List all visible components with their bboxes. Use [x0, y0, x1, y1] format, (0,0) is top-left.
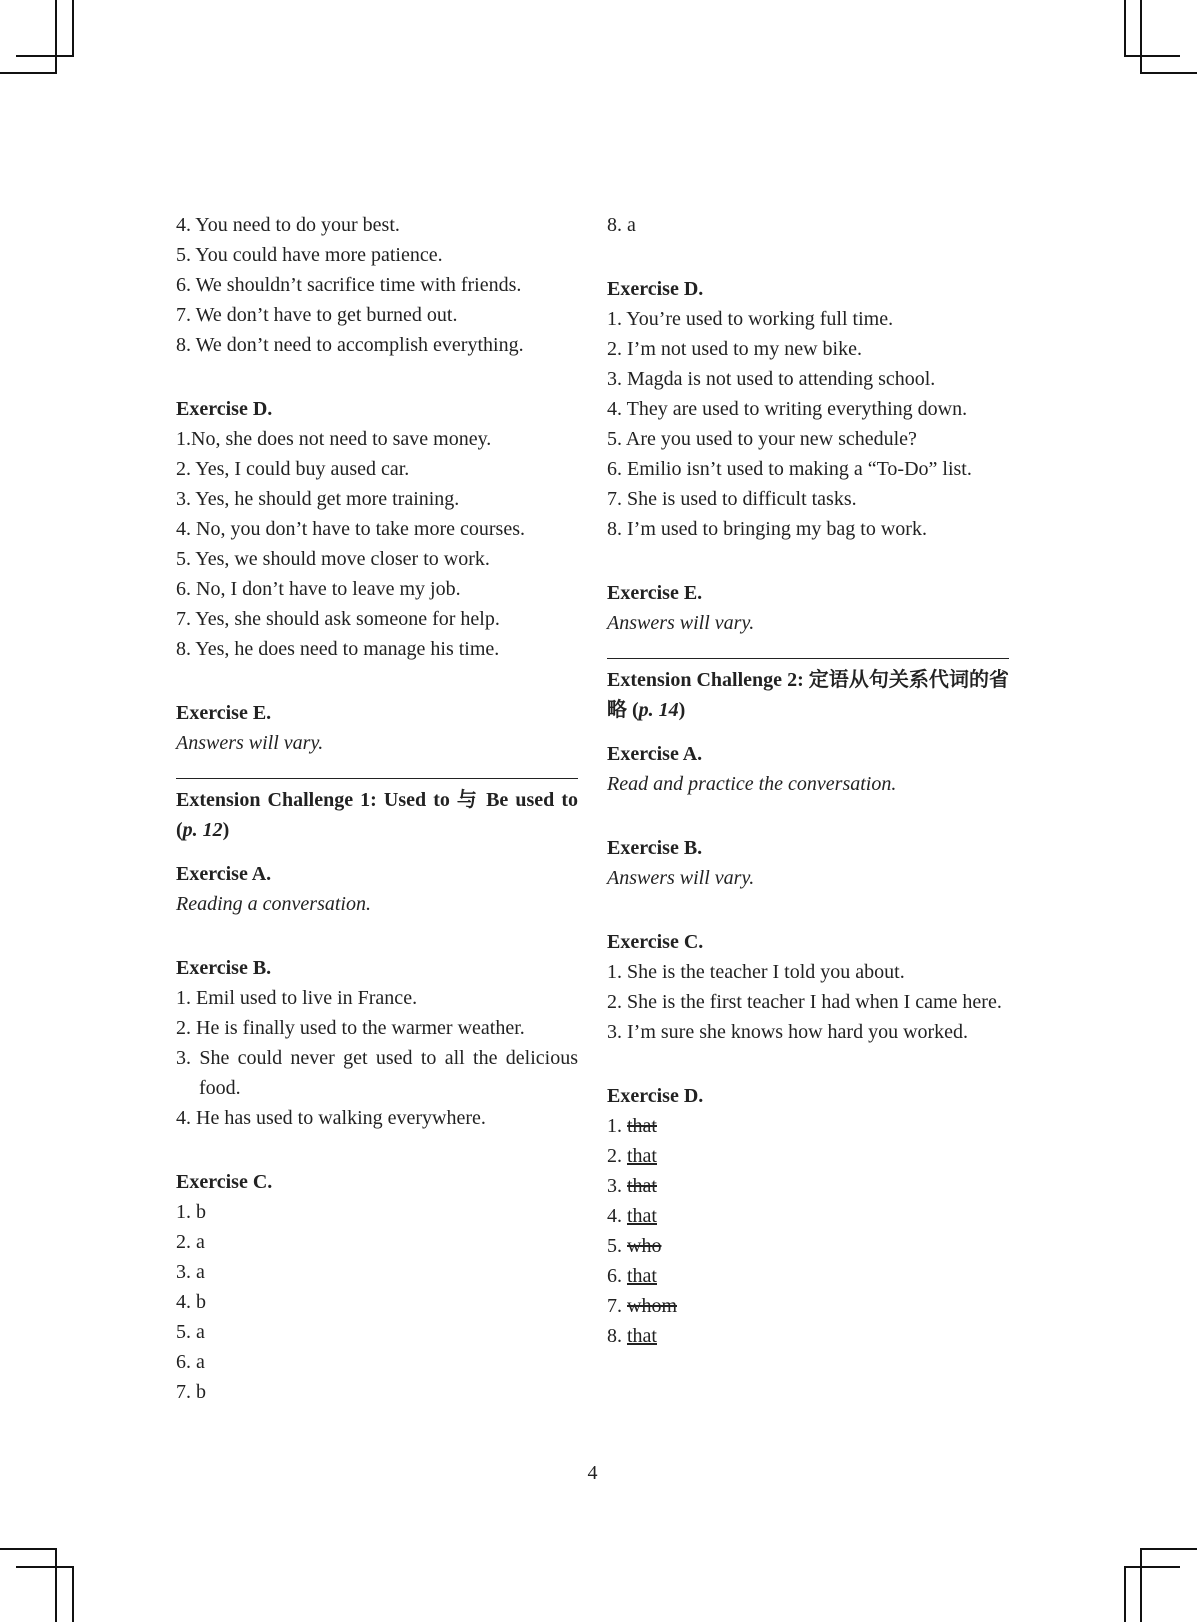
- answer-item: 5. who: [607, 1235, 662, 1257]
- answer-item: 3. Magda is not used to attending school.: [607, 368, 936, 390]
- exercise-e-section: [607, 578, 1009, 638]
- answer-word: that: [627, 1325, 657, 1347]
- answer-item: 4. They are used to writing everything down.: [607, 398, 968, 420]
- answer-item: 4. You need to do your best.: [176, 214, 400, 236]
- page-number: 4: [587, 1462, 598, 1484]
- continued-answers: [176, 210, 578, 360]
- answer-item: 8. a: [607, 214, 636, 236]
- answer-item: 5. You could have more patience.: [176, 244, 443, 266]
- answer-item: 3. I’m sure she knows how hard you worked.: [607, 1021, 969, 1043]
- answer-item: 4. b: [176, 1291, 206, 1313]
- section-title: Extension Challenge 2: 定语从句关系代词的省略 (p. 14): [607, 669, 1009, 721]
- exercise-d-section: [607, 274, 1009, 544]
- exercise-heading: Exercise B.: [176, 957, 272, 979]
- answer-item: 5. Are you used to your new schedule?: [607, 428, 917, 450]
- answer-item: 2. a: [176, 1231, 205, 1253]
- answer-word: whom: [627, 1295, 677, 1317]
- extension-challenge-1: [176, 785, 578, 1407]
- answer-word: that: [627, 1145, 657, 1167]
- exercise-heading: Exercise D.: [607, 278, 704, 300]
- exercise-heading: Exercise D.: [176, 398, 273, 420]
- answer-item: 3. She could never get used to all the delicious food.: [176, 1047, 578, 1099]
- answer-item: 6. We shouldn’t sacrifice time with friends.: [176, 274, 522, 296]
- answer-item: 5. a: [176, 1321, 205, 1343]
- answer-item: 8. I’m used to bringing my bag to work.: [607, 518, 927, 540]
- answer-word: that: [627, 1265, 657, 1287]
- answer-item: 4. that: [607, 1205, 657, 1227]
- answer-item: 1. She is the teacher I told you about.: [607, 961, 905, 983]
- pronoun-answer-list: [607, 1111, 1009, 1351]
- answer-item: 8. that: [607, 1325, 657, 1347]
- section-title: Extension Challenge 1: Used to 与 Be used to (p. 12): [176, 789, 578, 841]
- answer-item: 4. He has used to walking everywhere.: [176, 1107, 486, 1129]
- answer-item: 6. Emilio isn’t used to making a “To-Do” list.: [607, 458, 972, 480]
- exercise-d-section: [176, 394, 578, 664]
- answer-note: Read and practice the conversation.: [607, 773, 897, 795]
- answer-word: that: [627, 1205, 657, 1227]
- exercise-heading: Exercise A.: [176, 863, 272, 885]
- answer-item: 3. that: [607, 1175, 657, 1197]
- answer-word: who: [627, 1235, 662, 1257]
- answer-note: Answers will vary.: [176, 732, 324, 754]
- answer-note: Answers will vary.: [607, 867, 755, 889]
- answer-item: 6. a: [176, 1351, 205, 1373]
- answer-item: 1.No, she does not need to save money.: [176, 428, 492, 450]
- answer-item: 1. Emil used to live in France.: [176, 987, 418, 1009]
- exercise-heading: Exercise B.: [607, 837, 703, 859]
- left-column: [176, 210, 578, 1407]
- answer-item: 2. that: [607, 1145, 657, 1167]
- answer-item: 8. Yes, he does need to manage his time.: [176, 638, 500, 660]
- answer-item: 1. that: [607, 1115, 657, 1137]
- answer-item: 6. No, I don’t have to leave my job.: [176, 578, 461, 600]
- answer-item: 1. b: [176, 1201, 206, 1223]
- exercise-heading: Exercise C.: [607, 931, 704, 953]
- answer-item: 7. We don’t have to get burned out.: [176, 304, 458, 326]
- exercise-e-section: [176, 698, 578, 758]
- answer-note: Reading a conversation.: [176, 893, 371, 915]
- answer-item: 7. Yes, she should ask someone for help.: [176, 608, 500, 630]
- exercise-heading: Exercise E.: [176, 702, 272, 724]
- answer-item: 7. whom: [607, 1295, 677, 1317]
- exercise-heading: Exercise A.: [607, 743, 703, 765]
- extension-challenge-2: [607, 665, 1009, 1351]
- exercise-heading: Exercise C.: [176, 1171, 273, 1193]
- answer-item: 7. b: [176, 1381, 206, 1403]
- answer-item: 2. I’m not used to my new bike.: [607, 338, 862, 360]
- exercise-heading: Exercise D.: [607, 1085, 704, 1107]
- answer-item: 3. a: [176, 1261, 205, 1283]
- exercise-heading: Exercise E.: [607, 582, 703, 604]
- answer-item: 6. that: [607, 1265, 657, 1287]
- answer-item: 3. Yes, he should get more training.: [176, 488, 460, 510]
- right-column: [607, 210, 1009, 1351]
- answer-word: that: [627, 1115, 657, 1137]
- answer-item: 2. He is finally used to the warmer weather.: [176, 1017, 525, 1039]
- answer-item: 1. You’re used to working full time.: [607, 308, 894, 330]
- answer-word: that: [627, 1175, 657, 1197]
- answer-item: 7. She is used to difficult tasks.: [607, 488, 857, 510]
- answer-item: 2. She is the first teacher I had when I came here.: [607, 991, 1002, 1013]
- answer-item: 8. We don’t need to accomplish everything.: [176, 334, 524, 356]
- answer-note: Answers will vary.: [607, 612, 755, 634]
- answer-item: 4. No, you don’t have to take more courses.: [176, 518, 525, 540]
- answer-item: 2. Yes, I could buy aused car.: [176, 458, 410, 480]
- answer-item: 5. Yes, we should move closer to work.: [176, 548, 490, 570]
